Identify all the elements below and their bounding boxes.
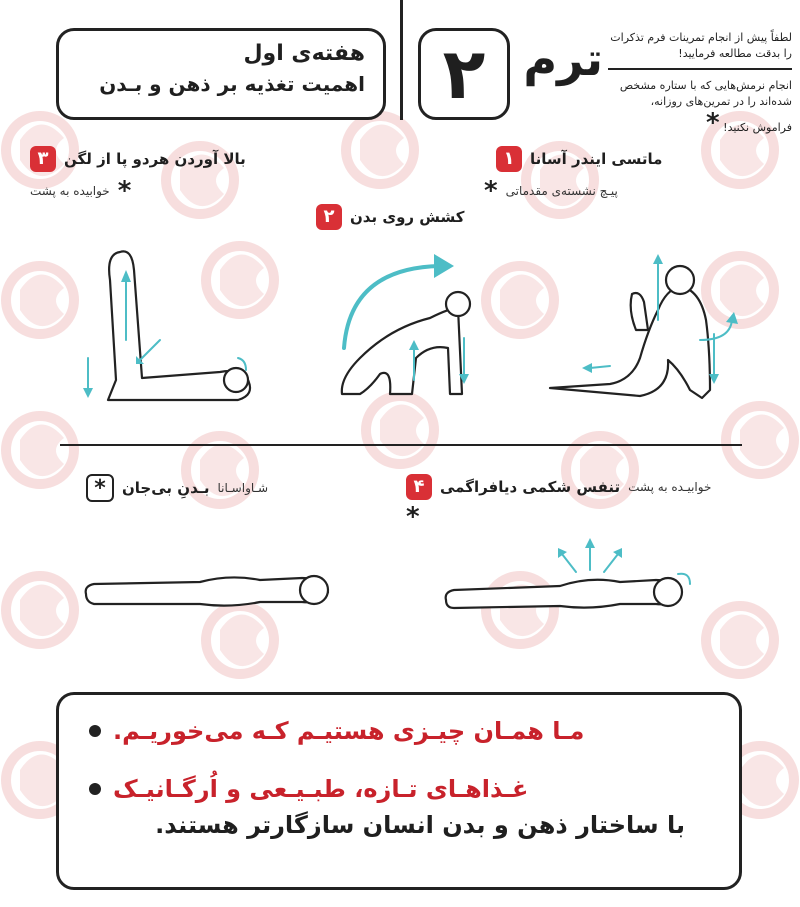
message-line-3: با ساختار ذهن و بدن انسان سازگارتر هستند.: [155, 811, 685, 839]
exercise-4-number: ۴: [406, 474, 432, 500]
term-number-box: [418, 28, 510, 120]
header-divider: [400, 0, 403, 120]
exercise-2-figure: [330, 248, 490, 408]
exercise-3-figure: [70, 240, 270, 410]
exercise-1-star-icon: *: [484, 176, 498, 206]
exercise-1-note: پیـچ نشسته‌ی مقدماتی: [505, 184, 618, 198]
shavasana-figure: [80, 552, 350, 612]
exercise-1-name: ماتسی ایندر آسانا: [530, 150, 663, 168]
exercise-3-note: خوابیده به پشت: [30, 184, 110, 198]
week-title: هفته‌ی اول: [243, 41, 365, 66]
week-subtitle: اهمیت تغذیه بر ذهن و بـدن: [99, 72, 365, 96]
bullet-icon: [89, 725, 101, 737]
exercise-1-number: ۱: [496, 146, 522, 172]
exercise-4-note: خوابیـده به پشت: [628, 480, 712, 494]
message-line-1: مـا همـان چیـزی هستیـم کـه می‌خوریـم.: [89, 717, 709, 745]
week-title-box: [56, 28, 386, 120]
exercise-3-number: ۳: [30, 146, 56, 172]
exercise-3-star-icon: *: [117, 176, 132, 206]
notes-divider: [608, 68, 792, 70]
star-icon: *: [706, 108, 720, 138]
shavasana-label: [86, 474, 306, 502]
message-line-2: غـذاهـای تـازه، طبـیـعی و اُرگـانیـک: [89, 775, 709, 803]
exercise-3-name: بالا آوردن هردو پا از لگن: [64, 150, 246, 168]
exercise-4-label: [406, 474, 726, 530]
exercise-2-label: [316, 204, 476, 230]
note-read-first: لطفاً پیش از انجام تمرینات فرم تذکرات را بدقت مطالعه فرمایید!: [610, 31, 792, 60]
exercise-3-label: [30, 146, 270, 204]
shavasana-note: شـاواسـانا: [217, 481, 269, 495]
shavasana-star-badge: *: [86, 474, 114, 502]
bullet-icon: [89, 783, 101, 795]
message-box: [56, 692, 742, 890]
notes-panel: [608, 30, 792, 136]
exercise-2-name: کشش روی بدن: [350, 208, 465, 226]
exercise-1-label: [484, 146, 726, 206]
exercise-4-name: تنفس شکمی دیافراگمی: [440, 478, 621, 496]
section-divider: [60, 444, 742, 446]
exercise-2-number: ۲: [316, 204, 342, 230]
shavasana-name: بـدنِ بی‌جان: [122, 479, 210, 497]
term-label: ترم: [523, 32, 603, 86]
exercise-4-figure: [440, 540, 700, 620]
note-starred: انجام نرمش‌هایی که با ستاره مشخص شده‌اند را در تمرین‌های روزانه، فراموش نکنید! *: [619, 79, 792, 138]
term-number: ۲: [442, 33, 486, 115]
exercise-4-star-icon: *: [406, 502, 420, 532]
exercise-1-figure: [540, 250, 750, 410]
